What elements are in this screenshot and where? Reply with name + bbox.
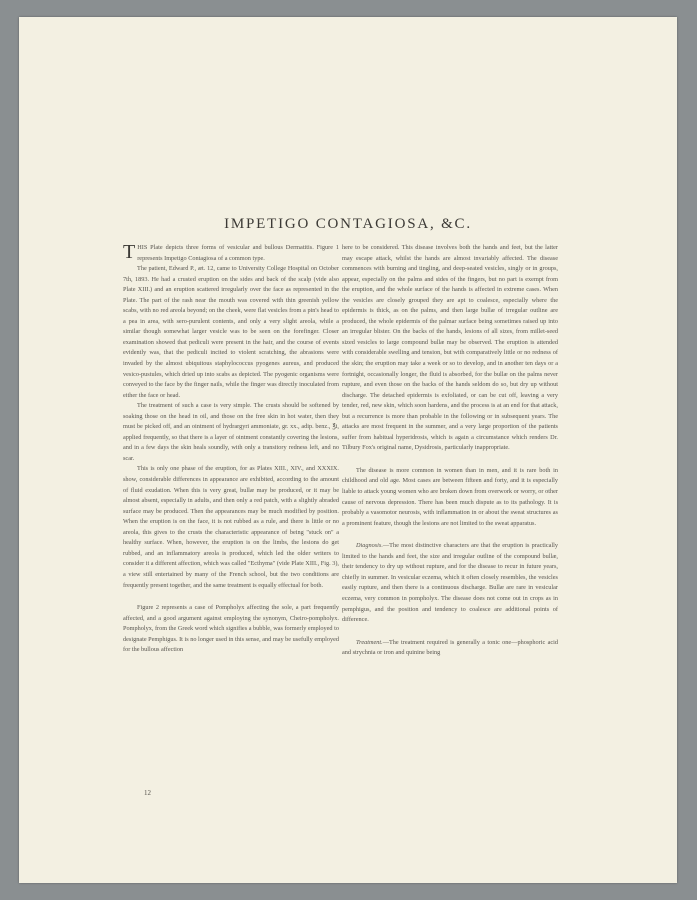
section-label: Treatment.	[356, 638, 383, 646]
paragraph	[123, 243, 339, 264]
drop-cap: T	[123, 241, 136, 263]
left-column	[123, 243, 339, 656]
paragraph-text: —The treatment required is generally a tonic one—phosphoric acid and strychnia or iron and quinine being	[342, 638, 558, 657]
page-number: 12	[144, 789, 151, 797]
paragraph: The patient, Edward P., æt. 12, came to University College Hospital on October 7th, 1893. He had a crusted eruption on the sides and back of the scalp (vide also Plate XIII.) and an eruption scattered irregularly over the face as represented in the Plate. The part of the rash near the mouth was covered with thin greenish yellow scabs, with no red areola beyond; on the cheek, were flat vesicles from a pin's head to a pea in area, with sero-purulent contents, and only a very slight areola, while a similar though somewhat larger vesicle was to be seen on the forefinger. Closer examination showed that pediculi were present in the hair, and the course of events evidently was, that the pediculi incited to violent scratching, the abrasions were invaded by the almost ubiquitous staphylococcus pyogenes aureus, and produced vesico-pustules, which dried up into scabs as depicted. The pyogenic organisms were conveyed to the face by the finger nails, while the finger was directly inoculated from either the face or head.	[123, 265, 339, 399]
right-column	[342, 243, 558, 659]
document-page	[19, 17, 677, 883]
paragraph: here to be considered. This disease involves both the hands and feet, but the latter may escape attack, whilst the hands are almost invariably affected. The disease commences with burning and tingling, and deep-seated vesicles, singly or in groups, appear, especially on the palms and sides of the fingers, but no part is exempt from the eruption, and the whole surface of the hands is affected in extreme cases. When the vesicles are closely grouped they are apt to coalesce, especially where the epidermis is thick, as on the palms, and then large bullæ of irregular outline are produced, the whole epidermis of the palmar surface being sometimes raised up into an irregular blister. On the backs of the hands, lesions of all sizes, from millet-seed sized vesicles to large compound bullæ may be observed. The eruption is attended with considerable swelling and tension, but with comparatively little or no redness of the skin; the eruption may take a week or so to develop, and in another ten days or a fortnight, occasionally longer, the fluid is absorbed, for the bullæ on the palms never rupture, and even those on the backs of the hands seldom do so, but dry up without discharge. The detached epidermis is exfoliated, or can be cut off, leaving a very tender, red, new skin, which soon hardens, and the process is at an end for that attack, but a recurrence is more than probable in the following or in subsequent years. The attacks are most frequent in the summer, and a very large proportion of the patients suffer from habitual hyperidrosis, which is again a circumstance which renders Dr. Tilbury Fox's original name, Dysidrosis, particularly inappropriate.	[342, 244, 558, 452]
paragraph: This is only one phase of the eruption, for as Plates XIII., XIV., and XXXIX. show, considerable differences in appearance are exhibited, according to the amount of fluid exudation. When this is very great, bullæ may be produced, or it may be almost absent, especially in adults, and then only a red patch, with a slightly abraded surface may be produced. Then the appearances may be much modified by position. When the eruption is on the face, it is not rubbed as a rule, and there is little or no areola, this gives to the crusts the characteristic appearance of being "stuck on" a healthy surface. When, however, the eruption is on the limbs, the lesions do get rubbed, and an inflammatory areola is produced, which led the older writers to consider it a different affection, which was called "Ecthyma" (vide Plate XIII., Fig. 3), a view still entertained by many of the French school, but the two conditions are frequently present together, and the same treatment is equally effectual for both.	[123, 465, 339, 589]
section-label: Diagnosis.	[356, 542, 383, 550]
paragraph	[342, 541, 558, 625]
page-title: IMPETIGO CONTAGIOSA, &C.	[224, 216, 472, 232]
paragraph	[342, 638, 558, 659]
paragraph: The treatment of such a case is very simple. The crusts should be softened by soaking those on the head in oil, and those on the free skin in hot water, then they must be picked off, and an ointment of hydrargyri ammoniate, gr. xx., adip. benz., ℥i, applied frequently, so that there is a layer of ointment constantly covering the lesions, and in a few days the skin heals soundly, with only a transitory redness left, and no scar.	[123, 402, 339, 462]
paragraph-text: —The most distinctive characters are that the eruption is practically limited to the hands and feet, the size and irregular outline of the compound bullæ, their tendency to dry up without rupture, and for the disease to recur in future years, chiefly in summer. In vesicular eczema, which it often closely resembles, the vesicles easily rupture, and then there is a continuous discharge. Bullæ are rare in vesicular eczema, very common in pompholyx. The disease does not come out in crops as in pemphigus, and the position and tendency to coalesce are additional points of difference.	[342, 542, 558, 624]
paragraph: Figure 2 represents a case of Pompholyx affecting the sole, a part frequently affected, and a good argument against employing the synonym, Cheiro-pompholyx. Pompholyx, from the Greek word which signifies a bubble, was formerly employed to designate Pemphigus. It is no longer used in this sense, and may be usefully employed for the bullous affection	[123, 604, 339, 654]
paragraph-text: HIS Plate depicts three forms of vesicular and bullous Dermatitis. Figure 1 represents Impetigo Contagiosa of a common type.	[137, 244, 339, 262]
paragraph: The disease is more common in women than in men, and it is rare both in childhood and old age. Most cases are between fifteen and forty, and it is especially liable to attack young women who are broken down from overwork or worry, or other cause of nervous depression. There has been much dispute as to its pathology. It is probably a vasomotor neurosis, with inflammation in or about the sweat structures as a prominent feature, though the lesions are not limited to the sweat apparatus.	[342, 466, 558, 527]
